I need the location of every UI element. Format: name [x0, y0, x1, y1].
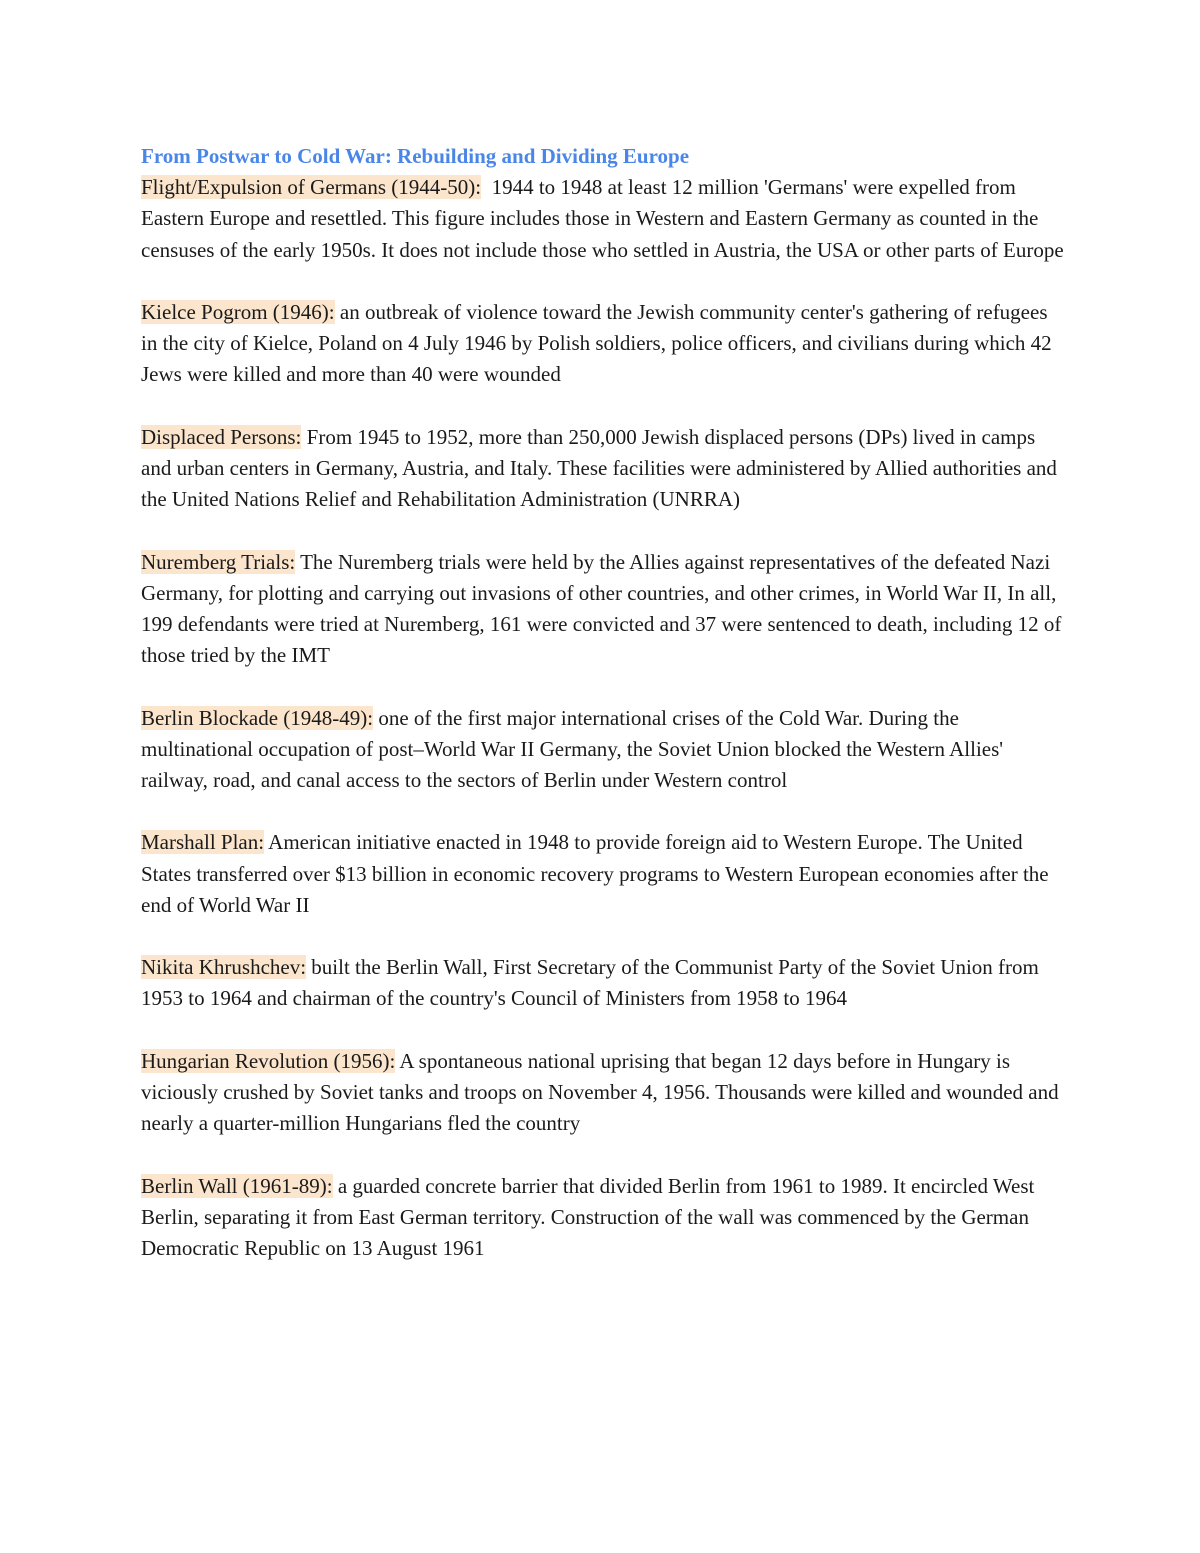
entry-term: Berlin Blockade (1948-49):: [141, 705, 374, 730]
entry-term: Hungarian Revolution (1956):: [141, 1048, 396, 1073]
entry-text: A spontaneous national uprising that began 12 days before in Hungary is viciously crushed by Soviet tanks and troops on November 4, 1956. Thousands were killed and wounded and nearly a quarter-million Hungarians fled the country: [141, 1048, 1059, 1136]
entry-term: Nuremberg Trials:: [141, 549, 296, 574]
entry-berlin-blockade: [141, 703, 1066, 797]
entry-term: Kielce Pogrom (1946):: [141, 300, 335, 324]
entry-kielce-pogrom: [141, 297, 1066, 391]
entry-nikita-khrushchev: [141, 952, 1066, 1014]
entry-flight-expulsion: [141, 172, 1066, 266]
document-page: [141, 141, 1066, 1295]
entry-hungarian-revolution: [141, 1046, 1066, 1140]
entry-text: From 1945 to 1952, more than 250,000 Jewish displaced persons (DPs) lived in camps and urban centers in Germany, Austria, and Italy. These facilities were administered by Allied authorities and the United Nations Relief and Rehabilitation Administration (UNRRA): [141, 424, 1057, 512]
entry-text: built the Berlin Wall, First Secretary of the Communist Party of the Soviet Union from 1953 to 1964 and chairman of the country's Council of Ministers from 1958 to 1964: [141, 955, 1039, 1011]
entry-nuremberg-trials: [141, 547, 1066, 672]
document-title: From Postwar to Cold War: Rebuilding and Dividing Europe: [141, 144, 690, 168]
entry-text: an outbreak of violence toward the Jewish community center's gathering of refugees in the city of Kielce, Poland on 4 July 1946 by Polish soldiers, police officers, and civilians during which 42 Jews were killed and more than 40 were wounded: [141, 300, 1052, 387]
entry-text: one of the first major international crises of the Cold War. During the multinational occupation of post–World War II Germany, the Soviet Union blocked the Western Allies' railway, road, and canal access to the sectors of Berlin under Western control: [141, 705, 1004, 792]
entry-text: American initiative enacted in 1948 to provide foreign aid to Western Europe. The United States transferred over $13 billion in economic recovery programs to Western European economies after the end of World War II: [141, 830, 1049, 917]
entry-term: Marshall Plan:: [141, 830, 265, 855]
entry-term: Nikita Khrushchev:: [141, 955, 307, 980]
entry-text: a guarded concrete barrier that divided Berlin from 1961 to 1989. It encircled West Berlin, separating it from East German territory. Construction of the wall was commenced by the German Democratic Republic on 13 August 1961: [141, 1173, 1035, 1260]
entry-term: Flight/Expulsion of Germans (1944-50):: [141, 175, 482, 200]
entry-text: The Nuremberg trials were held by the Allies against representatives of the defeated Nazi Germany, for plotting and carrying out invasions of other countries, and other crimes, in World War II, In all, 199 defendants were tried at Nuremberg, 161 were convicted and 37 were sentenced to death, including 12 of those tried by the IMT: [141, 549, 1062, 668]
entry-term: Berlin Wall (1961-89):: [141, 1173, 333, 1198]
entry-berlin-wall: [141, 1171, 1066, 1265]
entry-marshall-plan: [141, 827, 1066, 921]
entry-text: 1944 to 1948 at least 12 million 'Germans' were expelled from Eastern Europe and resettled. This figure includes those in Western and Eastern Germany as counted in the censuses of the early 1950s. It does not include those who settled in Austria, the USA or other parts of Europe: [141, 175, 1064, 262]
entry-displaced-persons: [141, 422, 1066, 516]
entry-term: Displaced Persons:: [141, 424, 302, 449]
